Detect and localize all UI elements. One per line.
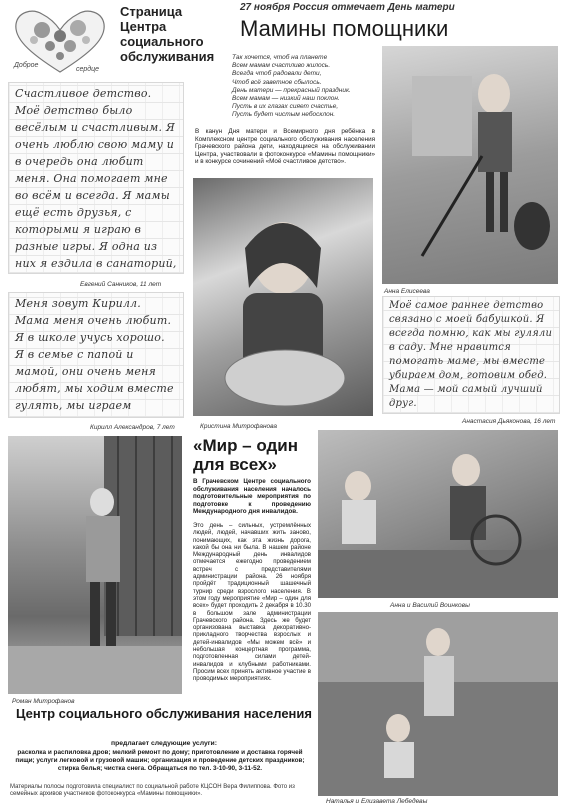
caption-children-room: Анна и Василий Воинковы [390, 602, 470, 609]
photo-children-room [318, 430, 558, 598]
poem-line: Всегда чтоб радовали дети, [232, 70, 322, 78]
essay-1-handwriting [8, 82, 184, 274]
services-title: Центр социального обслуживания населения [16, 706, 312, 721]
date-line: 27 ноября Россия отмечает День матери [240, 2, 455, 13]
poem-line: Всем мамам — низкий наш поклон. [232, 95, 340, 103]
poem-line: Чтоб всё заветное сбылось. [232, 78, 322, 86]
girl-bowl-image [193, 178, 373, 416]
essay-3-text: Моё самое раннее детство связано с моей бабушкой. Я всегда помню, как мы гуляли в саду. Мне нравится помогать маме, мы вместе убираем дом, готовим обед. Мама — мой самый лучший друг. [389, 300, 553, 409]
caption-girl-vacuum: Анна Елисеева [384, 288, 430, 295]
poem-line: Пусть будет чистым небосклон. [232, 111, 336, 119]
essay-3-author: Анастасия Дьяконова, 16 лет [462, 418, 556, 425]
page-label: Страница Центра социального обслуживания [120, 4, 215, 64]
essay-2-handwriting [8, 292, 184, 418]
logo-left-text: Доброе [14, 62, 39, 69]
essay-2-text: Меня зовут Кирилл. Мама меня очень любит. Я в школе учусь хорошо. Я в семье с папой и мамой, они очень меня любят, мы ходим вместе гулять, мы играем [15, 297, 174, 412]
intro-text: В канун Дня матери и Всемирного дня ребёнка в Комплексном центре социального обслуживания населения Грачевского района дети, находящиеся на обслуживании Центра, участвовали в фотоконкурсе «Мамины помощники» и в конкурсе сочинений «Моё счастливое детство». [195, 128, 375, 166]
footer-credits: Материалы полосы подготовила специалист по социальной работе КЦСОН Вера Филиппова. Фото из семейных архивов участников фотоконкурса «Мамины помощники». [10, 784, 295, 798]
girls-floor-image [318, 612, 558, 796]
article-title: «Мир – один для всех» [193, 436, 299, 474]
boy-wood-image [8, 436, 182, 694]
essay-1-author: Евгений Санников, 11 лет [80, 281, 162, 288]
caption-girls-floor: Наталья и Елизавета Лебедевы [326, 798, 428, 805]
headline: Мамины помощники [240, 16, 449, 41]
essay-3-handwriting [382, 296, 560, 414]
poem-line: Так хочется, чтоб на планете [232, 54, 328, 61]
children-room-image [318, 430, 558, 598]
services-text: расколка и распиловка дров; мелкий ремонт по дому; приготовление и доставка горячей пищи; услуги легковой и грузовой машин; организация и проведение детских праздников; стирка белья; чистка снега. Обращаться по тел. 3-10-90, 3-11-52. [15, 749, 305, 772]
caption-boy-wood: Роман Митрофанов [12, 698, 75, 705]
article-lead: В Грачевском Центре социального обслуживания населения началось подготовительные мероприятия по подготовке к проведению Международного дня инвалидов. [193, 478, 311, 516]
poem [232, 54, 382, 120]
essay-2-author: Кирилл Александров, 7 лет [90, 424, 175, 431]
poem-line: День матери — прекрасный праздник. [232, 86, 351, 94]
essay-1-text: Счастливое детство. Моё детство было весёлым и счастливым. Я очень люблю свою маму и в очередь она любит меня. Она помогает мне во всём и всегда. Я мамы ещё есть друзья, с которыми я играю в разные игры. Я одна из них я ездила в санаторий, [15, 87, 177, 270]
photo-boy-wood [8, 436, 182, 694]
article-body: Это день – сильных, устремлённых людей, людей, начавших жить заново, понимающих, как эта жизнь дорога, какой бы она ни была. В нашем районе Международный день инвалидов отмечается ежегодно проведением встреч с представителями администрации района. 26 ноября пройдёт традиционный шашечный турнир среди взрослого населения. В этом году мероприятие «Мир – один для всех» будет проходить 2 декабря в 10.30 в большом зале администрации Грачевского района. Здесь же будет организована выставка декоративно-прикладного творчества взрослых и детей-инвалидов «Мы можем всё» и небольшая концертная программа, подготовленная силами детей-инвалидов и клубными работниками. Просим всех принять активное участие в проводимых мероприятиях. [193, 522, 311, 683]
logo-right-text: сердце [76, 66, 100, 73]
girl-vacuum-image [382, 46, 558, 284]
photo-girls-floor [318, 612, 558, 796]
services-subtitle: предлагает следующие услуги: [111, 740, 217, 747]
poem-line: Всем мамам счастливо жилось. [232, 62, 331, 70]
photo-girl-bowl [193, 178, 373, 416]
photo-girl-vacuum [382, 46, 558, 284]
caption-girl-bowl: Кристина Митрофанова [200, 423, 278, 430]
poem-line: Пусть в их глазах сияет счастье, [232, 103, 339, 111]
